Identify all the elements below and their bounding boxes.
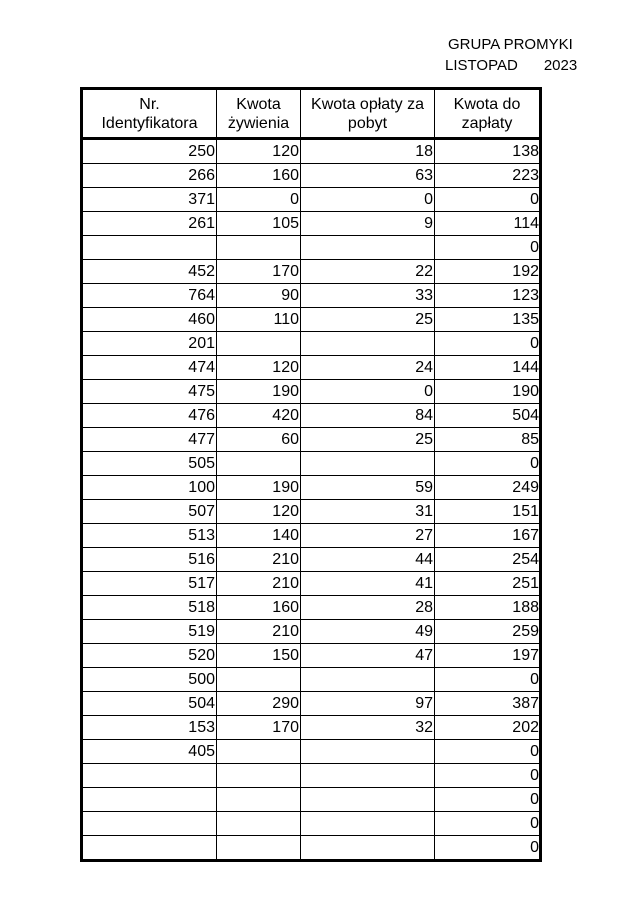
table-row — [82, 716, 541, 740]
cell-total-amount: 249 — [435, 476, 541, 500]
cell-stay-amount: 32 — [301, 716, 435, 740]
cell-stay-amount: 44 — [301, 548, 435, 572]
cell-total-amount: 223 — [435, 164, 541, 188]
cell-food-amount: 150 — [217, 644, 301, 668]
cell-total-amount: 387 — [435, 692, 541, 716]
cell-food-amount — [217, 452, 301, 476]
header-food-amount — [217, 89, 301, 139]
cell-stay-amount: 24 — [301, 356, 435, 380]
cell-total-amount: 188 — [435, 596, 541, 620]
cell-food-amount: 210 — [217, 548, 301, 572]
cell-stay-amount: 59 — [301, 476, 435, 500]
cell-id: 371 — [82, 188, 217, 212]
month-label: LISTOPAD — [445, 57, 518, 74]
cell-stay-amount — [301, 332, 435, 356]
cell-id: 519 — [82, 620, 217, 644]
cell-total-amount: 0 — [435, 812, 541, 836]
cell-total-amount: 0 — [435, 668, 541, 692]
table-row — [82, 139, 541, 164]
cell-food-amount: 160 — [217, 596, 301, 620]
table-row — [82, 188, 541, 212]
cell-total-amount: 114 — [435, 212, 541, 236]
cell-id: 153 — [82, 716, 217, 740]
cell-total-amount: 254 — [435, 548, 541, 572]
cell-id: 500 — [82, 668, 217, 692]
cell-id: 520 — [82, 644, 217, 668]
table-row — [82, 164, 541, 188]
cell-food-amount: 170 — [217, 260, 301, 284]
header-id-line2: Identyfikatora — [101, 114, 198, 132]
header-food-line1: Kwota — [236, 95, 281, 113]
cell-food-amount: 120 — [217, 356, 301, 380]
cell-food-amount — [217, 764, 301, 788]
cell-stay-amount — [301, 740, 435, 764]
cell-food-amount — [217, 332, 301, 356]
cell-total-amount: 251 — [435, 572, 541, 596]
cell-stay-amount — [301, 764, 435, 788]
cell-id: 474 — [82, 356, 217, 380]
header-id — [82, 89, 217, 139]
cell-total-amount: 135 — [435, 308, 541, 332]
cell-stay-amount: 84 — [301, 404, 435, 428]
cell-food-amount: 140 — [217, 524, 301, 548]
cell-stay-amount — [301, 836, 435, 861]
table-row — [82, 260, 541, 284]
table-row — [82, 812, 541, 836]
cell-food-amount — [217, 236, 301, 260]
cell-stay-amount: 25 — [301, 428, 435, 452]
table-row — [82, 308, 541, 332]
table-row — [82, 548, 541, 572]
cell-food-amount — [217, 836, 301, 861]
cell-stay-amount: 63 — [301, 164, 435, 188]
cell-stay-amount: 25 — [301, 308, 435, 332]
table-row — [82, 404, 541, 428]
cell-id: 517 — [82, 572, 217, 596]
group-name: GRUPA PROMYKI — [448, 36, 573, 53]
cell-stay-amount — [301, 812, 435, 836]
cell-id: 405 — [82, 740, 217, 764]
cell-stay-amount — [301, 788, 435, 812]
cell-stay-amount: 0 — [301, 380, 435, 404]
cell-total-amount: 0 — [435, 788, 541, 812]
cell-id: 475 — [82, 380, 217, 404]
cell-id: 507 — [82, 500, 217, 524]
cell-id: 476 — [82, 404, 217, 428]
table-row — [82, 620, 541, 644]
cell-food-amount: 210 — [217, 572, 301, 596]
header-total-line1: Kwota do — [453, 95, 521, 113]
cell-id — [82, 812, 217, 836]
cell-stay-amount: 33 — [301, 284, 435, 308]
cell-total-amount: 0 — [435, 188, 541, 212]
table-row — [82, 596, 541, 620]
cell-id: 452 — [82, 260, 217, 284]
header-stay-line2: pobyt — [347, 114, 388, 132]
table-row — [82, 284, 541, 308]
cell-id: 477 — [82, 428, 217, 452]
cell-stay-amount: 0 — [301, 188, 435, 212]
cell-id: 266 — [82, 164, 217, 188]
cell-id — [82, 788, 217, 812]
table-row — [82, 500, 541, 524]
cell-stay-amount — [301, 452, 435, 476]
cell-food-amount — [217, 740, 301, 764]
cell-total-amount: 167 — [435, 524, 541, 548]
cell-id: 513 — [82, 524, 217, 548]
header-total-line2: zapłaty — [461, 114, 513, 132]
cell-total-amount: 0 — [435, 836, 541, 861]
cell-total-amount: 0 — [435, 740, 541, 764]
cell-total-amount: 144 — [435, 356, 541, 380]
cell-food-amount: 60 — [217, 428, 301, 452]
table-row — [82, 668, 541, 692]
cell-food-amount: 210 — [217, 620, 301, 644]
table-row — [82, 692, 541, 716]
cell-id — [82, 764, 217, 788]
header-total-amount — [435, 89, 541, 139]
cell-food-amount: 120 — [217, 500, 301, 524]
cell-id — [82, 236, 217, 260]
cell-total-amount: 190 — [435, 380, 541, 404]
table-row — [82, 428, 541, 452]
cell-stay-amount: 49 — [301, 620, 435, 644]
cell-food-amount: 0 — [217, 188, 301, 212]
table-row — [82, 740, 541, 764]
cell-food-amount: 420 — [217, 404, 301, 428]
table-row — [82, 836, 541, 861]
cell-stay-amount: 31 — [301, 500, 435, 524]
cell-stay-amount: 97 — [301, 692, 435, 716]
cell-food-amount: 90 — [217, 284, 301, 308]
cell-total-amount: 0 — [435, 236, 541, 260]
cell-food-amount: 190 — [217, 380, 301, 404]
cell-food-amount: 105 — [217, 212, 301, 236]
table-row — [82, 380, 541, 404]
cell-food-amount: 190 — [217, 476, 301, 500]
cell-id: 261 — [82, 212, 217, 236]
cell-total-amount: 0 — [435, 332, 541, 356]
cell-id: 250 — [82, 139, 217, 164]
table-row — [82, 764, 541, 788]
cell-total-amount: 192 — [435, 260, 541, 284]
cell-food-amount — [217, 668, 301, 692]
cell-id: 516 — [82, 548, 217, 572]
cell-stay-amount: 27 — [301, 524, 435, 548]
cell-stay-amount: 9 — [301, 212, 435, 236]
header-id-line1: Nr. — [139, 95, 160, 113]
cell-id: 460 — [82, 308, 217, 332]
cell-id — [82, 836, 217, 861]
table-row — [82, 572, 541, 596]
cell-stay-amount — [301, 236, 435, 260]
header-food-line2: żywienia — [227, 114, 290, 132]
cell-food-amount: 120 — [217, 139, 301, 164]
period-line — [445, 55, 577, 76]
cell-food-amount: 160 — [217, 164, 301, 188]
cell-total-amount: 85 — [435, 428, 541, 452]
cell-id: 518 — [82, 596, 217, 620]
cell-total-amount: 151 — [435, 500, 541, 524]
cell-id: 100 — [82, 476, 217, 500]
cell-food-amount — [217, 812, 301, 836]
cell-id: 764 — [82, 284, 217, 308]
header-stay-amount — [301, 89, 435, 139]
cell-total-amount: 202 — [435, 716, 541, 740]
header-stay-line1: Kwota opłaty za — [311, 95, 424, 113]
table-row — [82, 332, 541, 356]
table-row — [82, 212, 541, 236]
cell-total-amount: 259 — [435, 620, 541, 644]
cell-stay-amount: 28 — [301, 596, 435, 620]
table-body — [82, 139, 541, 861]
table-row — [82, 476, 541, 500]
table-row — [82, 452, 541, 476]
year-label: 2023 — [543, 57, 578, 74]
cell-total-amount: 138 — [435, 139, 541, 164]
table-row — [82, 524, 541, 548]
cell-total-amount: 504 — [435, 404, 541, 428]
cell-stay-amount — [301, 668, 435, 692]
cell-stay-amount: 22 — [301, 260, 435, 284]
table-row — [82, 644, 541, 668]
payment-table — [80, 87, 542, 862]
cell-id: 505 — [82, 452, 217, 476]
table-row — [82, 236, 541, 260]
cell-food-amount: 290 — [217, 692, 301, 716]
table-row — [82, 356, 541, 380]
table-row — [82, 788, 541, 812]
cell-stay-amount: 41 — [301, 572, 435, 596]
cell-total-amount: 123 — [435, 284, 541, 308]
cell-food-amount: 110 — [217, 308, 301, 332]
cell-id: 201 — [82, 332, 217, 356]
cell-total-amount: 0 — [435, 764, 541, 788]
table-header-row — [82, 89, 541, 139]
cell-food-amount: 170 — [217, 716, 301, 740]
cell-total-amount: 0 — [435, 452, 541, 476]
cell-id: 504 — [82, 692, 217, 716]
cell-total-amount: 197 — [435, 644, 541, 668]
cell-stay-amount: 47 — [301, 644, 435, 668]
cell-stay-amount: 18 — [301, 139, 435, 164]
cell-food-amount — [217, 788, 301, 812]
